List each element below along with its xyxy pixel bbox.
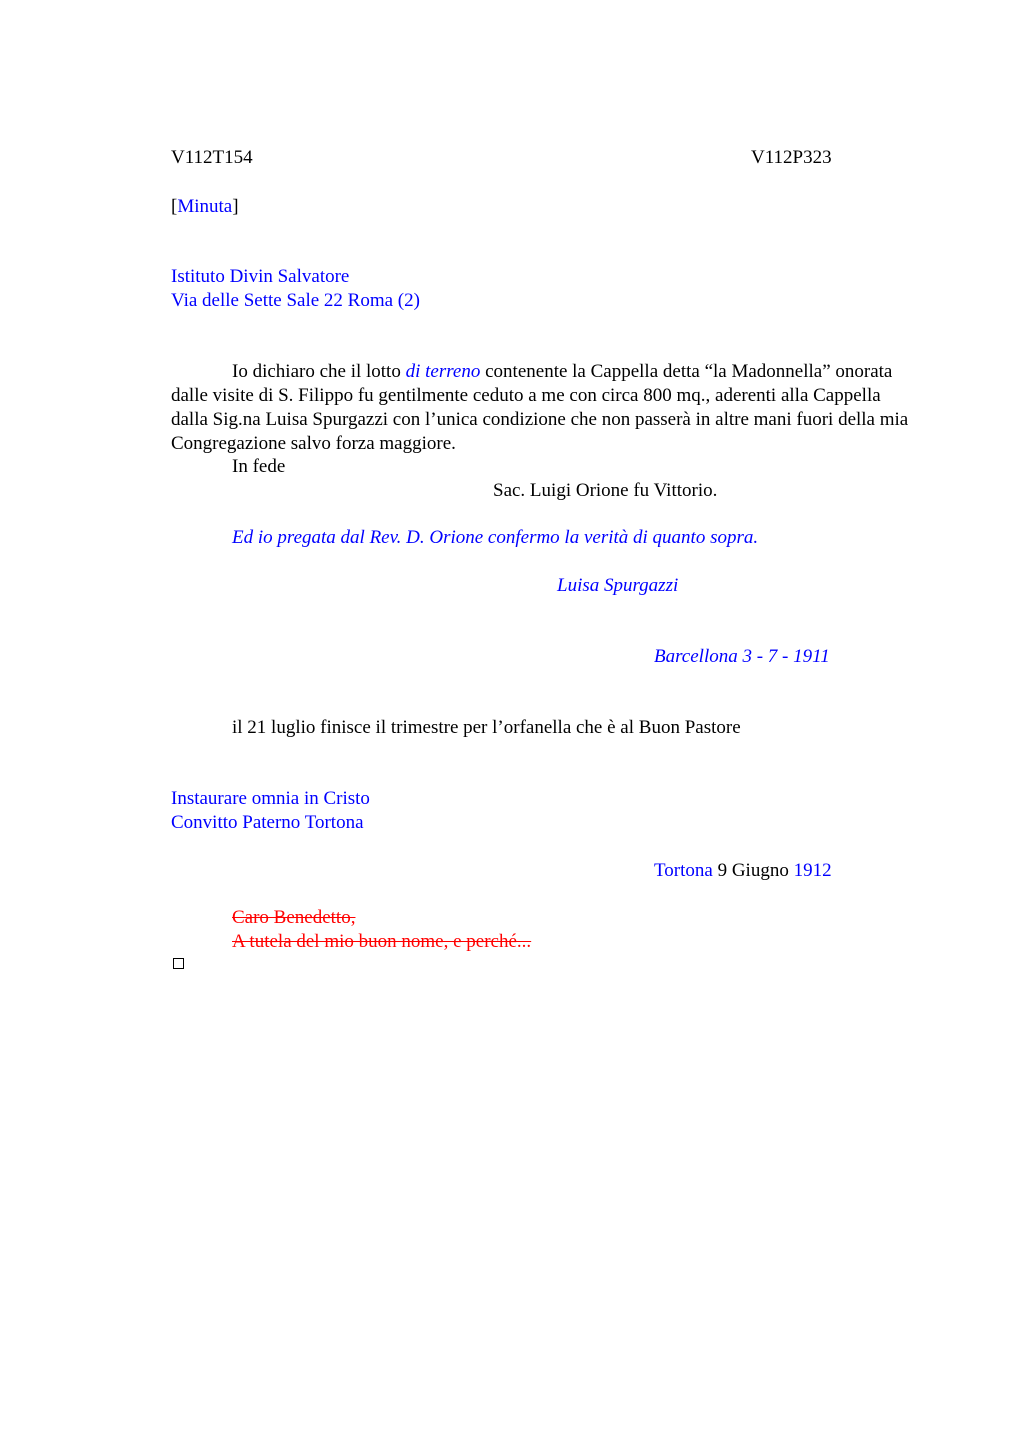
date-year: 1912: [793, 860, 832, 881]
confirmation-signature: Luisa Spurgazzi: [557, 575, 679, 596]
minuta-close-bracket: ]: [232, 196, 239, 217]
letterhead-2-line-1: Instaurare omnia in Cristo: [171, 788, 370, 809]
letterhead-1-line-1: Istituto Divin Salvatore: [171, 266, 350, 287]
declaration-italic-insert: di terreno: [405, 361, 481, 382]
header-right-code: V112P323: [751, 147, 832, 168]
declaration-part-1: Io dichiaro che il lotto: [232, 361, 406, 382]
minuta-label: [171, 195, 239, 219]
date-place: Tortona: [654, 860, 713, 881]
square-marker-icon: [173, 958, 184, 969]
date-day-month: 9 Giugno: [712, 860, 794, 881]
letterhead-1-line-2: Via delle Sette Sale 22 Roma (2): [171, 290, 420, 311]
confirmation-place-date: Barcellona 3 - 7 - 1911: [654, 646, 830, 667]
header-left-code: V112T154: [171, 147, 253, 168]
declaration-part-2: contenente la Cappella detta “la Madonnella” onorata dalle visite di S. Filippo fu gentilmente ceduto a me con circa 800 mq., aderenti alla Cappella dalla Sig.na Luisa Spurgazzi con l’unica condizione che non passerà in altre mani fuori della mia Congregazione salvo forza maggiore.: [171, 361, 909, 454]
letterhead-2-line-2: Convitto Paterno Tortona: [171, 812, 364, 833]
confirmation-text: Ed io pregata dal Rev. D. Orione confermo la verità di quanto sopra.: [232, 527, 759, 548]
date-line: [654, 859, 832, 883]
minuta-open-bracket: [: [171, 196, 178, 217]
orphan-note: il 21 luglio finisce il trimestre per l’orfanella che è al Buon Pastore: [232, 717, 741, 738]
declaration-closing: In fede: [232, 456, 286, 477]
struck-line-1: Caro Benedetto,: [232, 907, 356, 928]
declaration-paragraph: [171, 360, 916, 456]
declaration-signature: Sac. Luigi Orione fu Vittorio.: [493, 480, 718, 501]
struck-line-2: A tutela del mio buon nome, e perché...: [232, 931, 532, 952]
minuta-text: Minuta: [177, 196, 233, 217]
